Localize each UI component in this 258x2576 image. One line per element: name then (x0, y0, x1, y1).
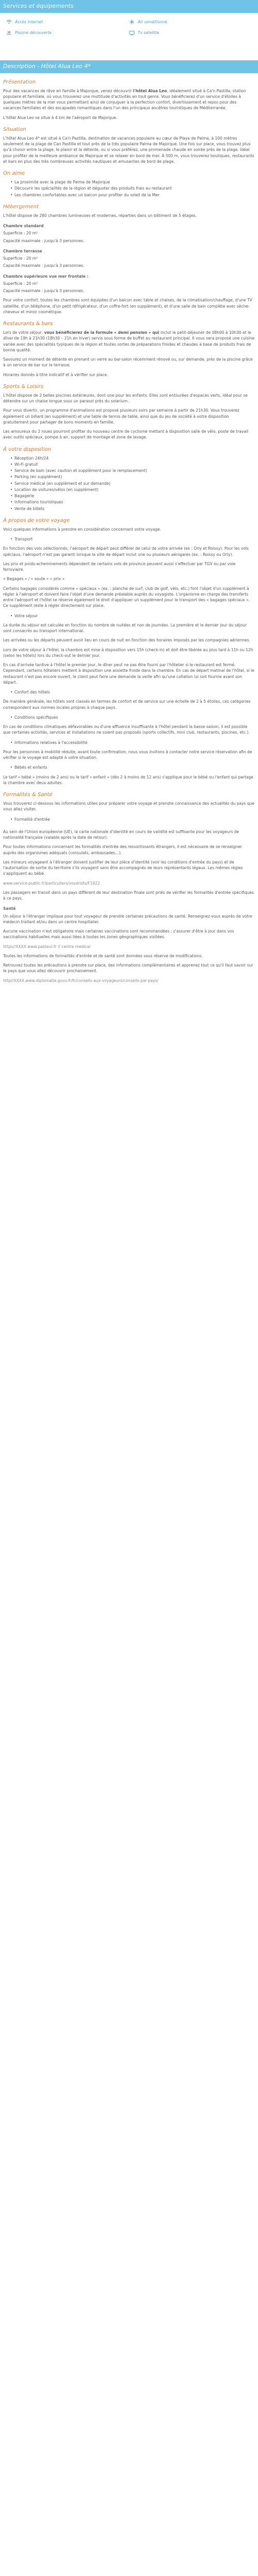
text-bold: l'hôtel Alua Leo (133, 88, 167, 93)
disposition-list (3, 455, 255, 512)
paragraph: Horaires donnés à titre indicatif et à vérifier sur place. (3, 372, 108, 377)
paragraph: Les mineurs voyageant à l'étranger doivent justifier de leur pièce d'identité (voir les conditions d'entrée du pays) et de l'autorisation de sortie du territoire s'ils voyagent sans être accompagnés de leurs représentants légaux. Les mêmes règles s'appliquent au bébé. (3, 859, 243, 876)
list-item: • Parking (en supplément) (10, 474, 255, 480)
service-air-conditioning (129, 19, 252, 25)
paragraph: En fonction des vols sélectionnés, l'aéroport de départ peut différer de celui de votre arrivée (ex : Orly et Roissy). Pour les vols spéciaux, l'aéroport n'est pas garanti lorsque la ville de départ inclut une ou plusieurs aérogares (ex. : Roissy ou Orly). (3, 546, 249, 557)
service-label: Tv satellite (138, 30, 159, 35)
room-surface: Superficie : 20 m² (3, 256, 38, 261)
services-grid (0, 16, 258, 40)
paragraph: L'hôtel dispose de 280 chambres lumineuses et modernes, réparties dans un bâtiment de 5 étages. (3, 213, 197, 218)
paragraph: En cas de conditions climatiques défavorables ou d'une affluence insuffisante à l'hôtel pendant la basse saison, il est possible que certaines activités, services et installations ne soient pas proposés (sports collectifs, mini club, restaurants, piscines, etc.). (3, 724, 250, 735)
room-capacity: Capacité maximale : jusqu'à 3 personnes. (3, 289, 85, 293)
list-item: • Informations touristiques (10, 499, 255, 505)
room-surface: Superficie : 20 m² (3, 281, 38, 286)
list-item: • Location de voitures/vélos (en supplément) (10, 487, 255, 493)
paragraph: Toutes les informations de formalités d'entrée et de santé sont données sous réserve de modifications. (3, 953, 203, 958)
external-link[interactable]: www.service-public.fr/particuliers/vosdroits/F1922 (3, 880, 100, 886)
room-surface: Superficie : 20 m² (3, 231, 38, 236)
paragraph: En cas d'arrivée tardive à l'hôtel le premier jour, le dîner peut ne pas être fourni par l'hôtelier si le restaurant est fermé. Cependant, certains hôteliers mettent à disposition une assiette froide dans la chambre. En cas de départ matinal de l'hôtel, si le restaurant n'est pas encore ouvert, le client peut faire une demande la veille afin qu'une collation lui soit fournie avant son départ. (3, 663, 254, 685)
list-item: • Formalité d'entrée (3, 817, 255, 822)
external-link[interactable]: http//XXXX.www.diplomatie.gouv.fr/fr/conseils-aux-voyageurs/conseils-par-pays/ (3, 978, 158, 983)
service-internet (6, 19, 129, 25)
external-link[interactable]: https//XXXX.www.pasteur.fr // centre medical (3, 944, 91, 949)
list-item: • Transport (3, 536, 255, 542)
paragraph: L'hôtel Alua Leo se situe à 4 km de l'aéroport de Majorque. (3, 115, 118, 120)
paragraph: Les passagers en transit dans un pays diffèrent de leur destination finale sont priés de vérifier les formalités d'entrée spécifiques à ce pays. (3, 890, 254, 901)
paragraph: Le tarif « bébé » (moins de 2 ans) ou le tarif « enfant » (dès 2 à moins de 12 ans) s'applique pour le bébé ou l'enfant qui partage la chambre avec deux adultes. (3, 774, 253, 785)
paragraph: Au sein de l'Union européenne (UE), la carte nationale d'identité en cours de validité est suffisante pour les voyageurs de nationalité française (valable après la date de retour). (3, 829, 239, 840)
service-label: Piscine découverte (15, 30, 52, 35)
paragraph: Les amoureux du 2 roues pourront profiter du nouveau centre de cyclisme mettant à disposition salle de vélo, poste de travail avec outils spéciaux, pompe à air, support de montage et zone de lavage. (3, 429, 249, 440)
paragraph: Pour vous divertir, un programme d'animations est proposé plusieurs soirs par semaine à partir de 21h30. Vous trouverez également un billard (en supplément) et une table de tennis de table, ainsi que du jeu de société à votre disposition gratuitement pour partager de bons moments en famille. (3, 408, 239, 425)
services-banner: Services et équipements (0, 0, 258, 13)
sante-label: Santé (3, 906, 16, 911)
paragraph: Vous trouverez ci-dessous les informations utiles pour préparer votre voyage et prendre connaissance des actualités du pays que vous allez visiter. (3, 801, 254, 812)
paragraph: Retrouvez toutes les précautions à prendre sur place, des informations complémentaires et apprenez tout ce qu'il faut savoir sur le pays que vous allez découvrir prochainement. (3, 963, 253, 974)
paragraph: Un séjour à l'étranger implique pour tout voyageur de prendre certaines précautions de santé. Renseignez-vous auprès de votre médecin traitant et/ou dans un centre hospitalier. (3, 913, 252, 924)
description-banner: Description - Hôtel Alua Leo 4* (0, 60, 258, 73)
pool-icon (6, 30, 12, 36)
list-item: • Réception 24h/24 (10, 455, 255, 461)
paragraph: De manière générale, les hôtels sont classés en termes de confort et de service sur une échelle de 2 à 5 étoiles, ces catégories correspondent aux normes locales propres à chaque pays. (3, 699, 251, 710)
list-item: • La proximité avec la plage de Palma de Majorque (10, 179, 255, 185)
paragraph: Les arrivées ou les départs peuvent avoir lieu en cours de nuit en fonction des horaires imposés par les compagnies aériennes. (3, 638, 250, 643)
list-item: • Conditions spécifiques (3, 715, 255, 720)
tv-icon (129, 30, 135, 36)
paragraph (3, 88, 255, 111)
on-aime-list (3, 179, 255, 198)
service-label: Air conditionné (138, 19, 167, 24)
room-name: Chambre standard (3, 224, 44, 228)
list-item: • Service médical (en supplément et sur demande) (10, 481, 255, 486)
paragraph: Les prix et poids-acheminements dépendent de certains vols de province peuvent aussi s'effectuer par TGV ou par voie ferroviaire. (3, 561, 236, 572)
room-name: Chambre terrasse (3, 248, 42, 253)
paragraph: Certains bagages considérés comme « spéciaux » (ex. : planche de surf, club de golf, vélo, etc.) font l'objet d'un supplément à régler à l'aéroport et doivent faire l'objet d'une demande préalable auprès du voyagiste. L'organisme en charge des transferts entre l'aéroport et l'hôtel se réserve également le droit d'appliquer un supplément pour le transport des « bagages spéciaux ». Ce supplément reste à régler directement sur place. (3, 586, 250, 608)
paragraph: Lors de votre séjour à l'hôtel, la chambre est mise à disposition vers 15h (check-in) et doit être libérée au plus tard à 11h ou 12h (selon les hôtels) lors du check-out le dernier jour. (3, 647, 253, 658)
paragraph: Aucune vaccination n'est obligatoire mais certaines vaccinations sont recommandées ; s'assurer d'être à jour dans vos vaccinations habituelles mais aussi liées à toutes les zones géographiques visitées. (3, 929, 234, 940)
paragraph: « Bagages » / « soute » « prix » (3, 577, 65, 582)
section-heading-disposition: À votre disposition (3, 446, 52, 452)
paragraph: Pour les personnes à mobilité réduite, avant toute confirmation, nous vous invitons à contacter notre service réservation afin de vérifier si le voyage est adapté à votre situation. (3, 749, 252, 760)
description-content (0, 78, 258, 984)
paragraph: L'hôtel Alua Leo 4* est situé à Ca'n Pastilla, destination de vacances populaire au cœur de Playa de Palma, à 100 mètres seulement de la plage de Can Pastilla et tout près de la très populaire Palma de Majorque. Une fois sur place, vous trouvez plus qu'à choisir entre la plage, le plaisir et la détente, ou si vous préférez, une promenade chaude en soirée près de la plage. Idéal pour profiter de la meilleure ambiance de Majorque et se relaxer en bord de mer. À 500 m, vous trouverez boutiques, restaurants et bars en plus des très nombreuses activités nautiques et amusantes de bord de plage. (3, 135, 254, 164)
paragraph: L'hôtel dispose de 2 belles piscines extérieures, dont une pour les enfants. Elles sont entourées d'espaces verts, idéal pour se détendre sur un chaise longue sous un parasol près du solarium. (3, 393, 248, 403)
snowflake-icon (129, 19, 135, 25)
text: , idéalement situé à Ca'n Pastilla, station populaire et familiale, où vous trouverez une multitude d'activités en tout genre. Vous bénéficierez d'un service d'étoiles à quelques mètres de la mer vous permettant ainsi de conjuguer à la perfection confort, divertissement et repos pour des vacances familiales et des escapades romantiques dans l'un des principaux ancêtres touristiques de Méditerranée. (3, 88, 246, 111)
section-heading-hebergement: Hébergement (3, 204, 39, 210)
text: Pour des vacances de rêve en famille à Majorque, venez découvrir (3, 88, 133, 93)
paragraph: Pour toutes informations concernant les formalités d'entrée des ressortissants étrangers, il est nécessaire de se renseigner auprès des organismes adéquats (consulats, ambassades…). (3, 844, 243, 855)
text: Lors de votre séjour, (3, 330, 44, 335)
service-pool (6, 30, 129, 36)
paragraph (3, 330, 255, 353)
list-item: • Wi-Fi gratuit (10, 462, 255, 467)
service-label: Accès internet (15, 19, 43, 24)
list-item: • Informations relatives à l'accessibilité (3, 740, 255, 745)
paragraph: Savourez un moment de détente en prenant un verre au bar-salon récemment rénové ou, sur demande, près de la piscine grâce à un service de bar sur la terrasse. (3, 357, 253, 368)
list-item: • Confort des hôtels (3, 689, 255, 695)
paragraph: Voici quelques informations à prendre en considération concernant votre voyage. (3, 527, 162, 532)
paragraph: La durée du séjour est calculée en fonction du nombre de nuitées et non de journées. La première et le dernier jour du séjour sont consacrés au transport international. (3, 622, 247, 633)
section-heading-restaurants: Restaurants & bars (3, 321, 53, 327)
list-item: • Vente de billets (10, 506, 255, 512)
room-name: Chambre supérieure vue mer frontale : (3, 274, 89, 279)
text: inclut le petit-déjeuner de 08h00 à 10h30 et le dîner de 19h à 21h30 (18h30 – 21h en hiver) servis sous forme de buffet au restaurant principal. Il vous sera proposé une cuisine variée avec des spécialités typiques de la région et toutes sortes de préparations froides et chaudes à base de produits frais de bonne qualité. (3, 330, 255, 352)
section-heading-formalites: Formalités & Santé (3, 792, 53, 798)
room-capacity: Capacité maximale : jusqu'à 3 personnes. (3, 238, 85, 243)
paragraph: Pour votre confort, toutes les chambres sont équipées d'un balcon avec table et chaises, de la climatisation/chauffage, d'une TV satellite, d'un téléphone, d'un petit réfrigérateur, d'un coffre-fort (en supplément), et d'une salle de bain complète avec sèche-cheveux et miroir cosmétique. (3, 298, 252, 314)
section-heading-situation: Situation (3, 126, 26, 132)
section-heading-apropos: À propos de votre voyage (3, 517, 70, 523)
service-tv (129, 30, 252, 36)
list-item: • Découvrir les spécialités de la région et déguster des produits frais au restaurant (10, 185, 255, 191)
section-heading-on-aime: On aime (3, 171, 25, 176)
list-item: • Service de bain (avec caution et supplément pour le remplacement) (10, 468, 255, 473)
text-bold: vous bénéficierez de la formule « demi pension » qui (44, 330, 159, 335)
list-item: • Les chambres confortables avec un balcon pour profiter du soleil de la Mer (10, 192, 255, 198)
wifi-icon (6, 19, 12, 25)
list-item: • Bagagerie (10, 493, 255, 499)
page (0, 0, 258, 997)
section-heading-presentation: Présentation (3, 79, 36, 85)
room-capacity: Capacité maximale : jusqu'à 3 personnes. (3, 263, 85, 268)
section-heading-sports: Sports & Loisirs (3, 383, 43, 389)
list-item: • Votre séjour (3, 613, 255, 619)
list-item: • Bébés et enfants (3, 765, 255, 770)
